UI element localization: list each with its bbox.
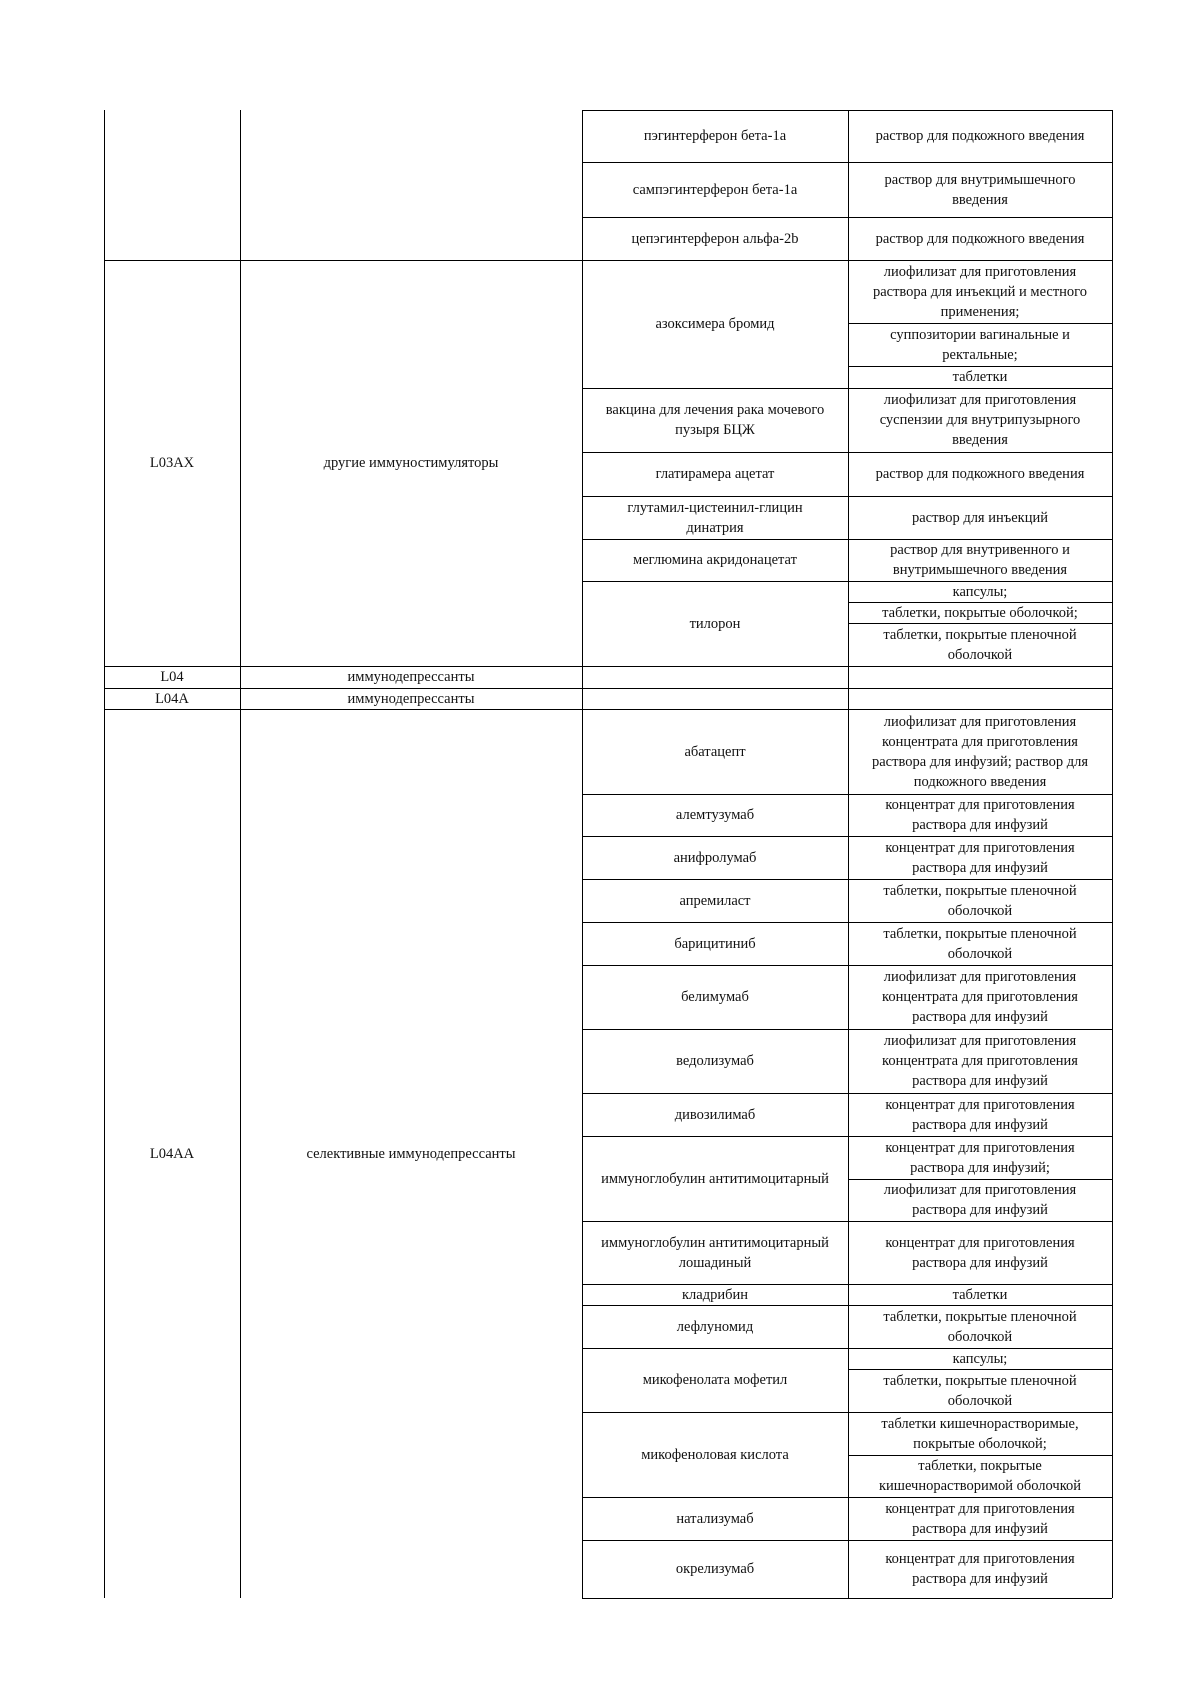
dosage-form-cell: таблетки	[952, 369, 1008, 385]
dosage-form-cell: таблетки, покрытые пленочной оболочкой	[883, 1372, 1077, 1409]
dosage-form-cell: раствор для внутривенного и внутримышечного введения	[890, 542, 1070, 578]
dosage-form-cell: раствор для подкожного введения	[875, 466, 1085, 482]
drug-name-cell: меглюмина акридонацетат	[633, 552, 797, 568]
dosage-form-split-rule	[848, 1455, 1112, 1456]
dosage-form-cell: таблетки, покрытые оболочкой;	[882, 604, 1078, 621]
dosage-form-split-rule	[848, 623, 1112, 624]
table-column-rule	[240, 110, 241, 1598]
dosage-form-split-rule	[848, 1369, 1112, 1370]
drug-name-cell: азоксимера бромид	[655, 316, 775, 332]
drug-name-cell: глутамил-цистеинил-глицин динатрия	[627, 499, 803, 536]
dosage-form-cell: концентрат для приготовления раствора для инфузий	[885, 839, 1075, 876]
drug-name-cell: ведолизумаб	[676, 1053, 754, 1069]
dosage-form-cell: концентрат для приготовления раствора для инфузий	[885, 1096, 1075, 1133]
drug-name-cell: микофеноловая кислота	[641, 1446, 789, 1463]
drug-name-cell: дивозилимаб	[674, 1106, 756, 1123]
dosage-form-cell: раствор для подкожного введения	[875, 128, 1085, 144]
atc-group-cell: иммунодепрессанты	[347, 669, 475, 685]
dosage-form-cell: лиофилизат для приготовления концентрата для приготовления раствора для инфузий; раствор для подкожного введения	[872, 713, 1088, 790]
drug-name-cell: иммуноглобулин антитимоцитарный лошадиный	[601, 1234, 829, 1271]
dosage-form-cell: таблетки, покрытые пленочной оболочкой	[883, 882, 1077, 919]
row-top-rule	[104, 709, 582, 710]
atc-group-cell: иммунодепрессанты	[347, 690, 475, 707]
table-left-rule	[104, 110, 105, 1598]
dosage-form-cell: таблетки	[952, 1286, 1008, 1303]
drug-name-cell: иммуноглобулин антитимоцитарный	[601, 1170, 829, 1187]
dosage-form-cell: лиофилизат для приготовления концентрата для приготовления раствора для инфузий	[882, 969, 1078, 1025]
dosage-form-cell: капсулы;	[952, 1350, 1008, 1367]
drug-name-cell: абатацепт	[684, 743, 746, 760]
drug-name-cell: тилорон	[689, 615, 741, 632]
dosage-form-cell: лиофилизат для приготовления раствора для инфузий	[883, 1182, 1077, 1218]
drug-name-cell: анифролумаб	[673, 849, 757, 866]
drug-name-cell: пэгинтерферон бета-1a	[643, 128, 787, 144]
dosage-form-cell: суппозитории вагинальные и ректальные;	[890, 326, 1070, 363]
dosage-form-split-rule	[848, 366, 1112, 367]
atc-code-cell: L03AX	[149, 455, 195, 471]
drug-name-cell: барицитиниб	[674, 935, 756, 952]
dosage-form-cell: таблетки, покрытые пленочной оболочкой	[883, 925, 1077, 962]
drug-name-cell: белимумаб	[681, 989, 749, 1005]
row-top-rule	[582, 688, 1112, 689]
drug-name-cell: апремиласт	[679, 892, 751, 909]
atc-code-cell: L04A	[155, 690, 189, 707]
dosage-form-cell: таблетки, покрытые пленочной оболочкой	[883, 626, 1077, 663]
drug-name-cell: глатирамера ацетат	[655, 466, 775, 482]
dosage-form-cell: концентрат для приготовления раствора для инфузий;	[885, 1139, 1075, 1176]
drug-name-cell: микофенолата мофетил	[642, 1372, 788, 1388]
dosage-form-cell: концентрат для приготовления раствора для инфузий	[885, 797, 1075, 833]
atc-group-cell: селективные иммунодепрессанты	[306, 1145, 516, 1162]
dosage-form-cell: капсулы;	[952, 583, 1008, 600]
dosage-form-cell: лиофилизат для приготовления раствора для инъекций и местного применения;	[872, 263, 1088, 320]
drug-name-cell: алемтузумаб	[675, 807, 755, 823]
drug-name-cell: натализумаб	[676, 1510, 754, 1527]
table-column-rule	[848, 110, 849, 1598]
drug-name-cell: вакцина для лечения рака мочевого пузыря БЦЖ	[605, 402, 825, 438]
dosage-form-cell: раствор для внутримышечного введения	[884, 171, 1076, 208]
dosage-form-cell: концентрат для приготовления раствора для инфузий	[885, 1500, 1075, 1537]
dosage-form-cell: таблетки кишечнорастворимые, покрытые оболочкой;	[881, 1415, 1079, 1452]
drug-name-cell: цепэгинтерферон альфа-2b	[631, 230, 799, 247]
dosage-form-cell: раствор для инъекций	[911, 509, 1048, 526]
dosage-form-split-rule	[848, 323, 1112, 324]
row-top-rule	[582, 666, 1112, 667]
drug-name-cell: кладрибин	[681, 1286, 748, 1303]
atc-code-cell	[104, 110, 240, 260]
dosage-form-cell: лиофилизат для приготовления суспензии для внутрипузырного введения	[879, 392, 1081, 448]
drug-name-cell: сампэгинтерферон бета-1a	[632, 181, 798, 198]
row-top-rule	[104, 666, 582, 667]
dosage-form-cell: концентрат для приготовления раствора для инфузий	[885, 1551, 1075, 1587]
dosage-form-split-rule	[848, 602, 1112, 603]
drug-name-cell: окрелизумаб	[675, 1561, 755, 1577]
table-bottom-rule	[582, 1598, 1112, 1599]
row-top-rule	[104, 688, 582, 689]
dosage-form-cell: концентрат для приготовления раствора для инфузий	[885, 1234, 1075, 1271]
dosage-form-cell: таблетки, покрытые кишечнорастворимой оболочкой	[878, 1458, 1082, 1494]
dosage-form-cell: раствор для подкожного введения	[875, 230, 1085, 247]
row-top-rule	[104, 260, 582, 261]
atc-group-cell: другие иммуностимуляторы	[323, 455, 499, 471]
table-right-rule	[1112, 110, 1113, 1598]
dosage-form-cell: таблетки, покрытые пленочной оболочкой	[883, 1308, 1077, 1345]
drug-name-cell: лефлуномид	[676, 1318, 754, 1335]
atc-group-cell	[240, 110, 582, 260]
dosage-form-cell: лиофилизат для приготовления концентрата для приготовления раствора для инфузий	[882, 1033, 1078, 1089]
dosage-form-split-rule	[848, 1179, 1112, 1180]
atc-code-cell: L04AA	[149, 1145, 195, 1162]
atc-code-cell: L04	[160, 669, 184, 685]
table-column-rule	[582, 110, 583, 1598]
